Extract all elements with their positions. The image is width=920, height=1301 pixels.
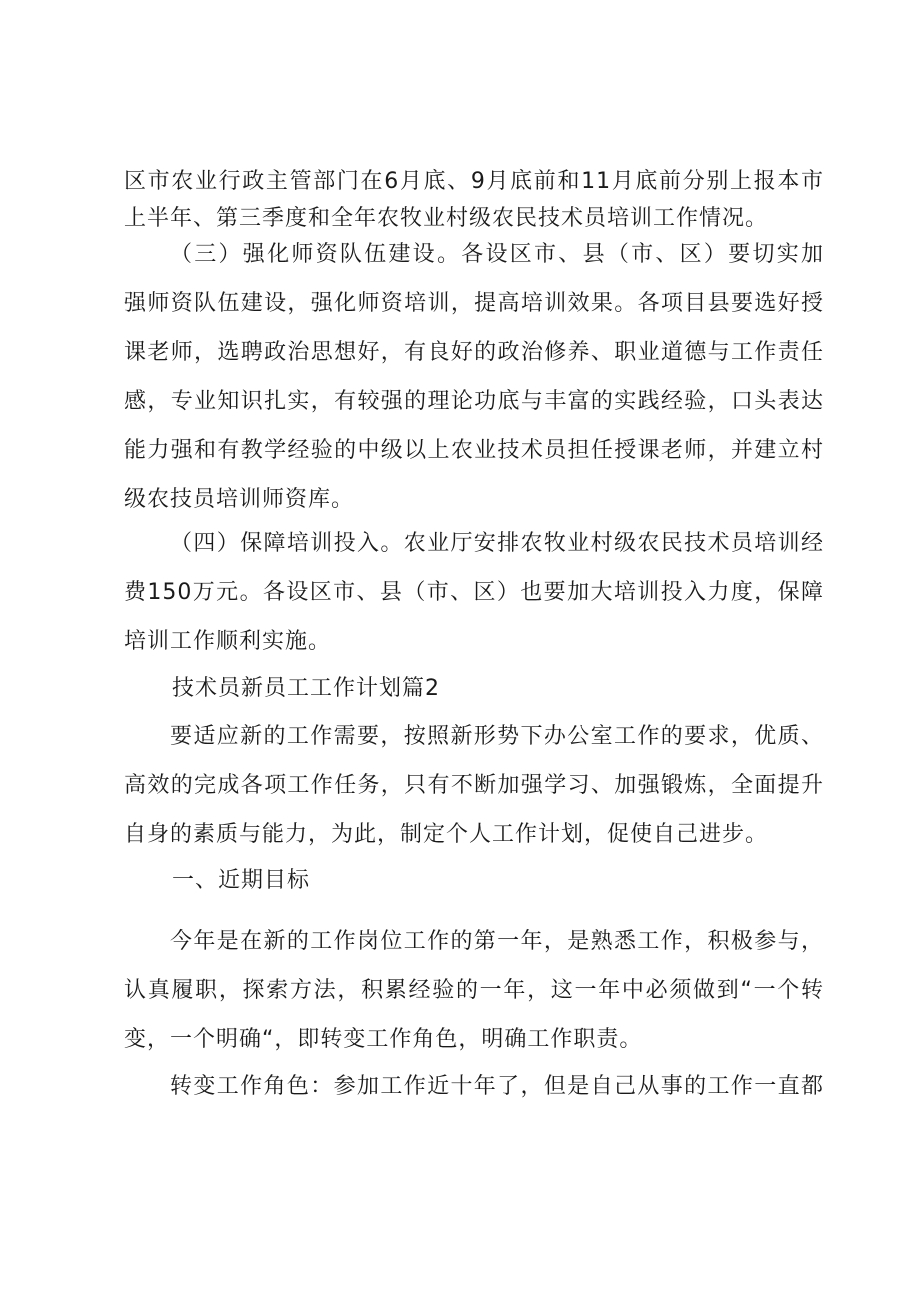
- text-line: 感，专业知识扎实，有较强的理论功底与丰富的实践经验，口头表达: [124, 389, 824, 414]
- text-line: 变，一个明确“，即转变工作角色，明确工作职责。: [124, 1027, 643, 1052]
- text-line: （三）强化师资队伍建设。各设区市、县（市、区）要切实加: [170, 242, 824, 267]
- text-line: 级农技员培训师资库。: [124, 487, 355, 512]
- text-line: （四）保障培训投入。农业厅安排农牧业村级农民技术员培训经: [170, 531, 824, 556]
- paragraph-intro: [124, 718, 824, 853]
- text-line: 转变工作角色：参加工作近十年了，但是自己从事的工作一直都: [170, 1074, 824, 1099]
- text-line: 认真履职，探索方法，积累经验的一年，这一年中必须做到“一个转: [124, 978, 824, 1003]
- text-line: 培训工作顺利实施。: [124, 629, 332, 654]
- text-line: 自身的素质与能力，为此，制定个人工作计划，促使自己进步。: [124, 822, 769, 847]
- paragraph-role-change: [124, 1068, 824, 1105]
- text-line: 强师资队伍建设，强化师资培训，提高培训效果。各项目县要选好授: [124, 291, 824, 316]
- section-title: 技术员新员工工作计划篇2: [172, 676, 440, 701]
- subsection-title: 一、近期目标: [172, 868, 311, 893]
- text-line: 要适应新的工作需要，按照新形势下办公室工作的要求，优质、: [170, 724, 824, 749]
- paragraph-training-investment: [124, 525, 824, 660]
- text-line: 今年是在新的工作岗位工作的第一年，是熟悉工作，积极参与，: [170, 929, 824, 954]
- text-line: 课老师，选聘政治思想好，有良好的政治修养、职业道德与工作责任: [124, 340, 824, 365]
- paragraph-first-year: [124, 923, 824, 1058]
- text-line: 区市农业行政主管部门在6月底、9月底前和11月底前分别上报本市: [124, 169, 824, 194]
- paragraph-reporting: [124, 163, 824, 237]
- text-line: 费150万元。各设区市、县（市、区）也要加大培训投入力度，保障: [124, 580, 824, 605]
- text-line: 能力强和有教学经验的中级以上农业技术员担任授课老师，并建立村: [124, 438, 824, 463]
- text-line: 高效的完成各项工作任务，只有不断加强学习、加强锻炼，全面提升: [124, 773, 824, 798]
- paragraph-teacher-team: [124, 236, 824, 518]
- text-line: 上半年、第三季度和全年农牧业村级农民技术员培训工作情况。: [124, 206, 769, 231]
